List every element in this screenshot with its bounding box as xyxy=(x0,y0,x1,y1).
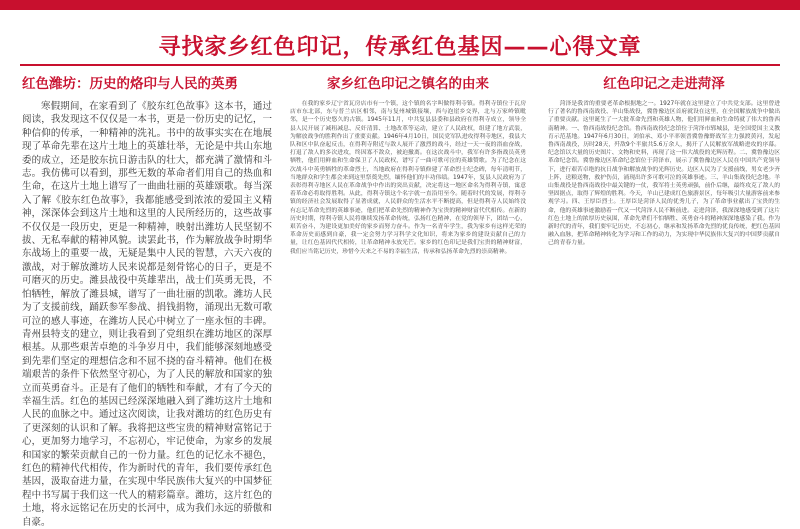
article-body xyxy=(548,100,780,438)
article-column-3 xyxy=(548,74,780,440)
top-accent-bar xyxy=(0,0,800,10)
article-heading: 红色潍坊：历史的烙印与人民的英勇 xyxy=(22,76,238,92)
article-paragraph: 菏泽是我省的重要老革命根据地之一。1927年就在这里建立了中共党支部。这里曾进行了著名的鲁西南战役、羊山集战役，冀鲁豫边区首府就设在这里，在全国解放战争中做出了重要贡献。这里诞生了一大批革命先烈和英雄人物，他们用鲜血和生命铸就了伟大的鲁西南精神。一、鲁西南战役纪念馆。鲁西南战役纪念馆位于菏泽市郓城县，是全国爱国主义教育示范基地。1947年6月30日，刘伯承、邓小平率领晋冀鲁豫野战军主力强渡黄河，发起鲁西南战役，历时28天，歼敌9个半旅共5.6万余人，揭开了人民解放军战略进攻的序幕。纪念馆以大量的历史图片、文物和史料，再现了这一伟大战役的光辉历程。二、冀鲁豫边区革命纪念馆。冀鲁豫边区革命纪念馆位于菏泽市，展示了冀鲁豫边区人民在中国共产党领导下，进行艰苦卓绝的抗日战争和解放战争的光辉历史。边区人民为了支援前线，男女老少齐上阵，送粮送物，救护伤员，涌现出许多可歌可泣的英雄事迹。三、羊山集战役纪念地。羊山集战役是鲁西南战役中最关键的一仗，我军将士英勇顽强，前仆后继，最终攻克了敌人的坚固据点，取得了辉煌的胜利。今天，羊山已建成红色旅游景区，每年吸引大量游客前来参观学习。四、王厚臣烈士。王厚臣是菏泽人民的优秀儿子，为了革命事业献出了宝贵的生命，他的英雄事迹激励着一代又一代菏泽人民不断前进。走进菏泽，我深深地感受到了这片红色土地上的浓厚历史氛围，革命先辈们不怕牺牲、英勇奋斗的精神深深地感染了我。作为新时代的青年，我们要牢记历史，不忘初心，继承和发扬革命先烈的优良传统，把红色基因融入血脉，把革命精神转化为学习和工作的动力，为实现中华民族伟大复兴的中国梦贡献自己的青春力量。 xyxy=(548,101,780,247)
article-paragraph: 寒假期间，在家看到了《胶东红色故事》这本书，通过阅读，我发现这不仅仅是一本书，更是一份历史的记忆，一种信仰的传承，一种精神的洗礼。书中的故事实实在在地展现了革命先辈在这片土地上的英雄壮举，无论是中共山东地委的成立，还是胶东抗日游击队的壮大，都充满了激情和斗志。我仿佛可以看到，那些无数的革命者们用自己的热血和生命，在这片土地上谱写了一曲曲壮丽的英雄颂歌。每当深入了解《胶东红色故事》，我都能感受到浓浓的爱国主义精神，深深体会到这片土地和这里的人民所经历的，这些故事不仅仅是一段历史，更是一种精神，映射出潍坊人民坚韧不拔、无私奉献的精神风貌。读罢此书，作为解放战争时期华东战场上的重要一战，无疑是集中人民的智慧，六天六夜的激战，对于解放潍坊人民来说都是刻骨铭心的日子，更是不可磨灭的历史。潍县战役中英雄辈出，战士们英勇无畏，不怕牺牲，解放了潍县城，谱写了一曲壮丽的凯歌。潍坊人民为了支援前线，踊跃参军参战、捐钱捐物，涌现出无数可歌可泣的感人事迹，在潍坊人民心中树立了一座永恒的丰碑。青州县特支的建立，则让我看到了党组织在潍坊地区的深厚根基。从那些艰苦卓绝的斗争岁月中，我们能够深刻地感受到先辈们坚定的理想信念和不屈不挠的奋斗精神。他们在极端艰苦的条件下依然坚守初心，为了人民的解放和国家的独立而英勇奋斗。正是有了他们的牺牲和奉献，才有了今天的幸福生活。红色的基因已经深深地融入到了潍坊这片土地和人民的血脉之中。通过这次阅读，让我对潍坊的红色历史有了更深刻的认识和了解。我将把这些宝贵的精神财富铭记于心，更加努力地学习，不忘初心，牢记使命，为家乡的发展和国家的繁荣贡献自己的一份力量。红色的记忆永不褪色，红色的精神代代相传，作为新时代的青年，我们要传承红色基因，汲取奋进力量，在实现中华民族伟大复兴的中国梦征程中书写属于我们这一代人的精彩篇章。潍坊，这片红色的土地，将永远铭记在历史的长河中，成为我们永远的骄傲和自豪。 xyxy=(22,101,272,528)
article-body xyxy=(22,100,272,528)
article-heading: 红色印记之走进菏泽 xyxy=(603,76,725,92)
article-body xyxy=(290,100,526,438)
article-paragraph: 在我的家乡辽宁省瓦房店市有一个镇，这个镇的名字叫做得利寺镇。得利寺镇位于瓦房店市东北部，东与普兰店区相邻，南与复州城镇接壤，西与泡崖乡交界，北与万家岭镇毗邻，是一个历史悠久的古镇。1945年11月，中共复县县委和县政府在得利寺成立，领导全县人民开展了减租减息、反奸清算、土地改革等运动，建立了人民政权，组建了地方武装，为解放战争的胜利作出了重要贡献。1946年4月10日，国民党军队进攻得利寺地区，我县大队和区中队奋起反击，在得利寺附近与敌人展开了激烈的战斗，经过一天一夜的浴血奋战，打退了敌人的多次进攻，终因寡不敌众，被迫撤离。在这次战斗中，我军有许多指战员英勇牺牲，他们用鲜血和生命保卫了人民政权，谱写了一曲可歌可泣的英雄赞歌。为了纪念在这次战斗中英勇牺牲的革命烈士，当地政府在得利寺镇修建了革命烈士纪念碑，每年清明节，当地群众和学生都会来到这里祭奠先烈，缅怀他们的丰功伟绩。1947年，复县人民政府为了表彰得利寺地区人民在革命战争中作出的突出贡献，决定将这一地区命名为得利寺镇，寓意着革命必将取得胜利。从此，得利寺镇这个名字就一直沿用至今。随着时代的发展，得利寺镇的经济社会发展取得了显著成就，人民群众的生活水平不断提高，但是得利寺人民始终没有忘记革命先烈的英雄事迹，他们把革命先烈的精神作为宝贵的精神财富代代相传。在新的历史时期，得利寺镇人民将继续发扬革命传统，弘扬红色精神，在党的领导下，团结一心，艰苦奋斗，为建设更加美好的家乡而努力奋斗。作为一名青年学生，我为家乡有这样光荣的革命历史而感到自豪，我一定会努力学习科学文化知识，将来为家乡的建设贡献自己的力量，让红色基因代代相传，让革命精神永放光芒。家乡的红色印记是我们宝贵的精神财富，我们应当铭记历史，珍惜今天来之不易的幸福生活，传承和弘扬革命先烈的崇高精神。 xyxy=(290,101,526,255)
page-title: 寻找家乡红色印记，传承红色基因——心得文章 xyxy=(158,35,642,60)
article-column-2 xyxy=(290,74,526,440)
article-heading: 家乡红色印记之镇名的由来 xyxy=(327,76,489,92)
article-column-1 xyxy=(22,74,272,528)
title-divider xyxy=(20,64,780,66)
